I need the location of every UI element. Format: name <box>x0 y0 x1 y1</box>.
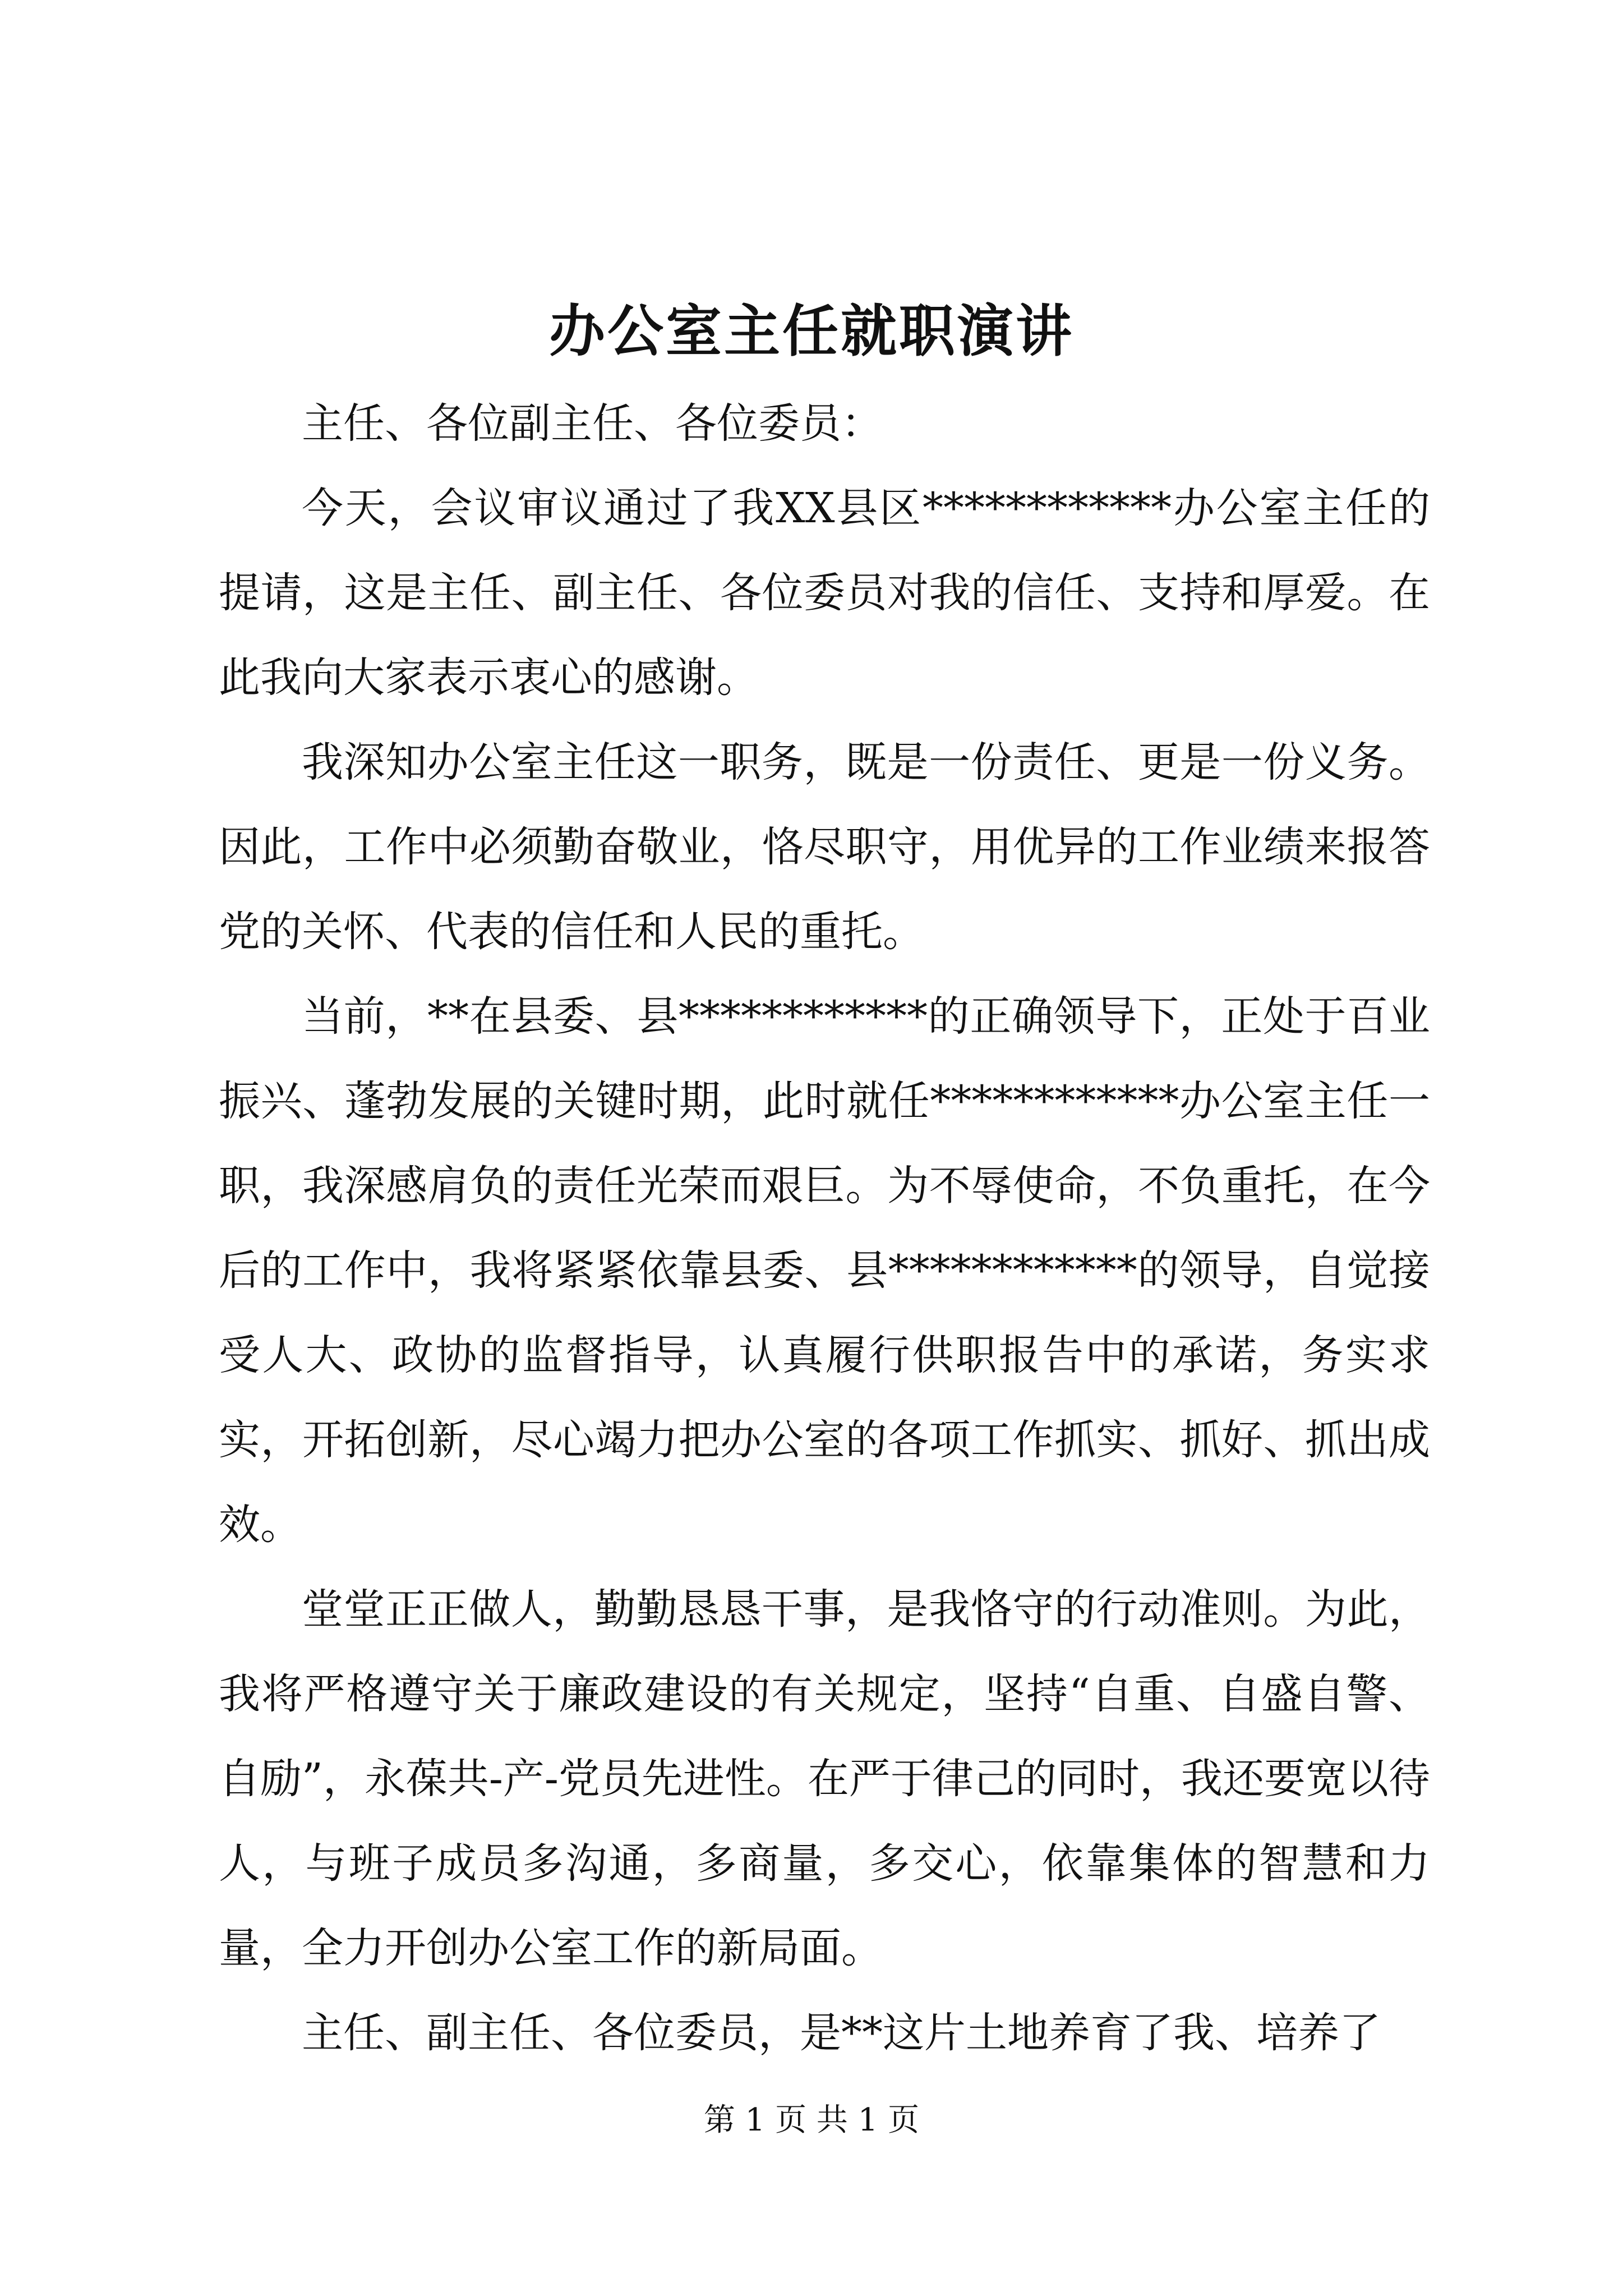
document-title: 办公室主任就职演讲 <box>549 298 1074 364</box>
paragraph-salutation: 主任、各位副主任、各位委员： <box>302 399 883 448</box>
paragraph-3: 当前，**在县委、县************的正确领导下，正处于百业振兴、蓬勃发展的关键时期，此时就任************办公室主任一职，我深感肩负的责任光荣而艰巨。为不辱使命，不负重托，在今后的工作中，我将紧紧依靠县委、县************的领导，自觉接受人大、政协的监督指导，认真履行供职报告中的承诺，务实求实，开拓创新，尽心竭力把办公室的各项工作抓实、抓好、抓出成效。 <box>219 992 1430 1549</box>
paragraph-1: 今天，会议审议通过了我XX县区************办公室主任的提请，这是主任、副主任、各位委员对我的信任、支持和厚爱。在此我向大家表示衷心的感谢。 <box>219 484 1430 702</box>
document-body <box>219 381 1430 2076</box>
page-footer: 第 1 页 共 1 页 <box>703 2102 920 2138</box>
paragraph-5: 主任、副主任、各位委员，是**这片土地养育了我、培养了 <box>302 2009 1381 2057</box>
paragraph-4: 堂堂正正做人，勤勤恳恳干事，是我恪守的行动准则。为此，我将严格遵守关于廉政建设的有关规定，坚持“自重、自盛自警、自励”，永葆共-产-党员先进性。在严于律己的同时，我还要宽以待人，与班子成员多沟通，多商量，多交心，依靠集体的智慧和力量，全力开创办公室工作的新局面。 <box>219 1585 1430 1972</box>
paragraph-2: 我深知办公室主任这一职务，既是一份责任、更是一份义务。因此，工作中必须勤奋敬业，恪尽职守，用优异的工作业绩来报答党的关怀、代表的信任和人民的重托。 <box>219 738 1430 956</box>
